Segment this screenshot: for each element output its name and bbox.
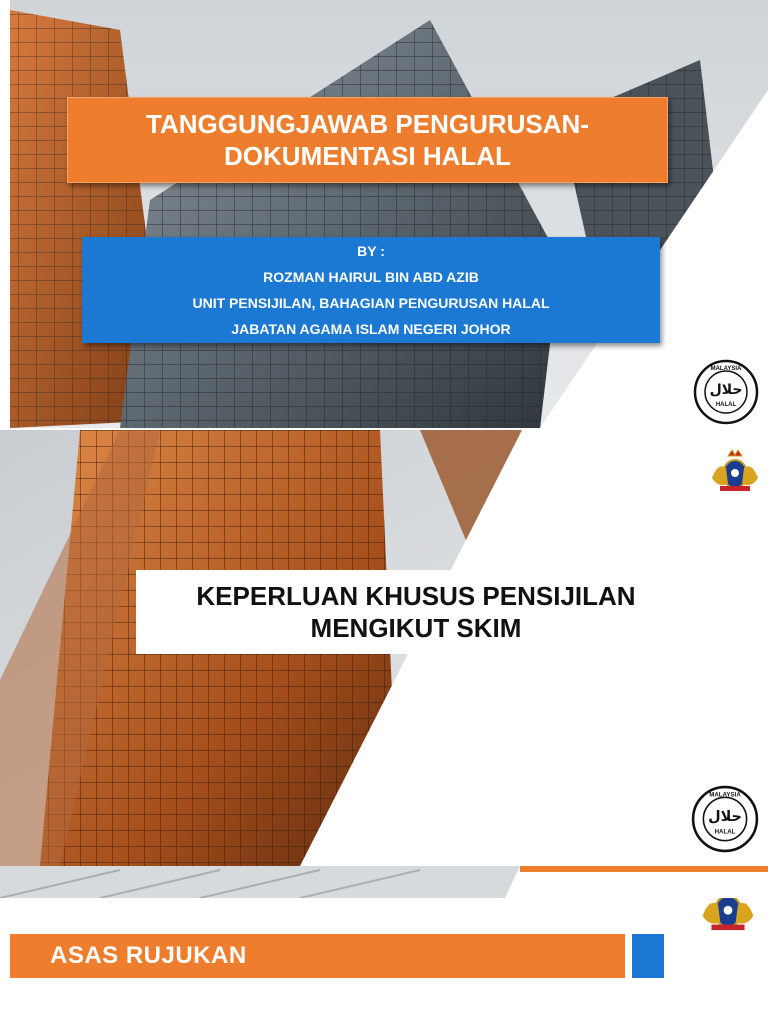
slide-title [0,0,768,428]
halal-logo-icon [692,358,760,426]
section-heading-bar [10,934,628,978]
title-line-2: DOKUMENTASI HALAL [224,141,511,171]
slide-references [0,898,768,1024]
orange-divider [520,866,768,872]
section-heading: ASAS RUJUKAN [50,942,247,969]
section-title-line-1: KEPERLUAN KHUSUS PENSIJILAN [196,581,636,611]
svg-text:HALAL: HALAL [715,402,737,408]
building-background-image [0,430,768,898]
svg-text:MALAYSIA: MALAYSIA [710,366,742,372]
presentation-title [67,97,668,183]
by-label: BY : [357,243,385,259]
author-department: JABATAN AGAMA ISLAM NEGERI JOHOR [231,321,511,337]
halal-logo-icon [690,784,760,854]
author-unit: UNIT PENSIJILAN, BAHAGIAN PENGURUSAN HALAL [192,295,550,311]
johor-crest-icon [696,898,760,938]
svg-text:حلال: حلال [709,382,743,398]
section-title [136,570,696,654]
building-background-image [0,0,768,428]
author-box [82,237,660,343]
blue-accent-block [632,934,664,978]
svg-text:MALAYSIA: MALAYSIA [709,791,741,799]
section-title-line-2: MENGIKUT SKIM [310,613,522,643]
svg-text:حلال: حلال [708,809,742,826]
author-name: ROZMAN HAIRUL BIN ABD AZIB [263,269,479,285]
svg-text:HALAL: HALAL [714,828,736,836]
slide-section [0,430,768,898]
johor-crest-icon [706,448,764,494]
title-line-1: TANGGUNGJAWAB PENGURUSAN- [146,109,589,139]
